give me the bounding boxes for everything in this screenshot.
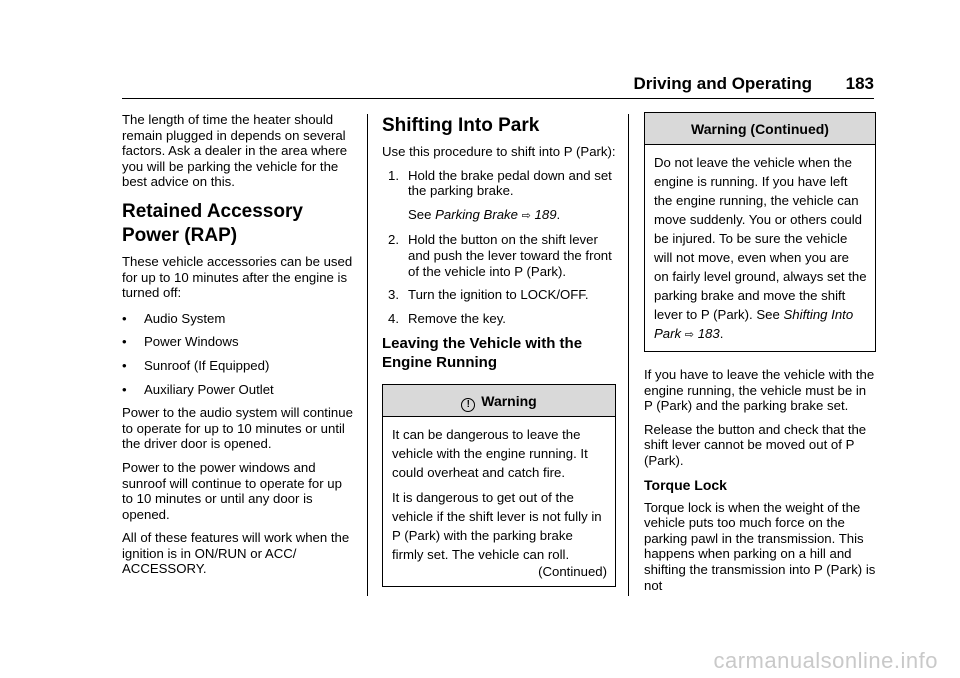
step-text: Remove the key. xyxy=(408,310,506,326)
heater-paragraph: The length of time the heater should remain plugged in depends on several factors. Ask a dealer in the area where you will be parking the vehicle for the best advice on this. xyxy=(122,112,348,190)
step-see-ref: See Parking Brake ⇨ 189. xyxy=(408,206,561,222)
continued-label: (Continued) xyxy=(538,564,607,580)
bullet-mark: • xyxy=(122,357,127,373)
rap-accessory-list xyxy=(122,311,354,397)
header-rule xyxy=(122,98,874,99)
list-item-text: Power Windows xyxy=(144,334,239,350)
step-item xyxy=(388,311,616,327)
section-title: Driving and Operating xyxy=(633,74,812,93)
list-item xyxy=(122,358,354,374)
list-item xyxy=(122,382,354,398)
site-watermark: carmanualsonline.info xyxy=(713,648,938,673)
step-number: 2. xyxy=(388,232,399,248)
torque-lock-paragraph: Torque lock is when the weight of the vehicle puts too much force on the parking pawl in the transmission. This happens when parking on a hill and shifting the transmission into P (Park) is not xyxy=(644,499,876,593)
warning-title: Warning xyxy=(481,393,537,410)
warning-continued-body xyxy=(645,145,875,351)
list-item-text: Auxiliary Power Outlet xyxy=(144,381,274,397)
ref-page-number: 189 xyxy=(534,206,557,222)
bullet-mark: • xyxy=(122,381,127,397)
shifting-intro: Use this procedure to shift into P (Park): xyxy=(382,144,616,159)
list-item-text: Sunroof (If Equipped) xyxy=(144,357,270,373)
list-item xyxy=(122,334,354,350)
step-text: Hold the brake pedal down and set the parking brake. xyxy=(408,167,612,199)
step-number: 1. xyxy=(388,167,399,183)
see-label: See xyxy=(408,206,432,222)
warning-continued-text: Do not leave the vehicle when the engine is running. If you have left the engine running, the vehicle can move suddenly. You or others could be injured. To be sure the vehicle will not move, even when you are on fairly level ground, always set the parking brake and move the shift lever to P (Park). See Shifting Into Park ⇨ 183. xyxy=(654,155,867,341)
windows-paragraph: Power to the power windows and sunroof will continue to operate for up to 10 minutes or until any door is opened. xyxy=(122,459,342,522)
column-divider-2 xyxy=(628,114,629,596)
page-arrow-icon: ⇨ xyxy=(521,209,531,222)
column-2 xyxy=(382,112,616,587)
step-item xyxy=(388,287,616,303)
column-1 xyxy=(122,112,354,577)
release-button-paragraph: Release the button and check that the shift lever cannot be moved out of P (Park). xyxy=(644,421,867,468)
step-text: Hold the button on the shift lever and push the lever toward the front of the vehicle into P (Park). xyxy=(408,232,612,279)
rap-heading-line1: Retained Accessory xyxy=(122,200,303,222)
rap-heading xyxy=(122,200,354,248)
list-item xyxy=(122,311,354,327)
list-item-text: Audio System xyxy=(144,310,226,326)
warning-box xyxy=(382,384,616,587)
column-divider-1 xyxy=(367,114,368,596)
step-item xyxy=(388,232,616,279)
warning-continued-sentence: Do not leave the vehicle when the engine is running. If you have left the engine running, the vehicle can move suddenly. You or others could be injured. To be sure the vehicle will not move, even when you are on fairly level ground, always set the parking brake and move the shift lever to P (Park). xyxy=(654,155,867,322)
rap-heading-line2: Power (RAP) xyxy=(122,224,238,246)
page-header xyxy=(122,74,874,104)
leave-running-paragraph: If you have to leave the vehicle with the engine running, the vehicle must be in P (Park) and the parking brake set. xyxy=(644,367,875,414)
leaving-heading: Leaving the Vehicle with the Engine Running xyxy=(382,335,583,372)
warning-icon: ! xyxy=(461,398,475,412)
warning-continued-header: Warning (Continued) xyxy=(645,113,875,145)
warning-continued-box xyxy=(644,112,876,352)
step-item xyxy=(388,168,616,225)
cross-reference-link[interactable]: Parking Brake xyxy=(435,206,518,222)
warning-body xyxy=(383,417,615,586)
see-label: See xyxy=(756,307,780,322)
bullet-mark: • xyxy=(122,310,127,326)
features-paragraph: All of these features will work when the ignition is in ON/RUN or ACC/ ACCESSORY. xyxy=(122,530,350,577)
warning-text-2: It is dangerous to get out of the vehicle if the shift lever is not fully in P (Park) with the parking brake firmly set. The vehicle can roll. xyxy=(392,490,602,563)
warning-text-1: It can be dangerous to leave the vehicle with the engine running. It could overheat and catch fire. xyxy=(392,427,588,481)
rap-intro: These vehicle accessories can be used for up to 10 minutes after the engine is turned off: xyxy=(122,253,353,301)
audio-paragraph: Power to the audio system will continue to operate for up to 10 minutes or until the driver door is opened. xyxy=(122,405,353,452)
torque-lock-heading: Torque Lock xyxy=(644,476,727,493)
warning-header xyxy=(383,385,615,417)
page-arrow-icon: ⇨ xyxy=(684,329,695,341)
column-3 xyxy=(644,112,876,593)
shifting-steps xyxy=(382,168,616,327)
bullet-mark: • xyxy=(122,334,127,350)
shifting-heading: Shifting Into Park xyxy=(382,115,540,136)
ref-page-number: 183 xyxy=(697,326,720,341)
step-body xyxy=(408,168,616,225)
step-number: 4. xyxy=(388,310,399,326)
cross-reference-link[interactable]: Shifting Into Park xyxy=(654,307,854,341)
step-number: 3. xyxy=(388,287,399,303)
page-number: 183 xyxy=(845,74,874,93)
step-text: Turn the ignition to LOCK/OFF. xyxy=(408,287,589,303)
